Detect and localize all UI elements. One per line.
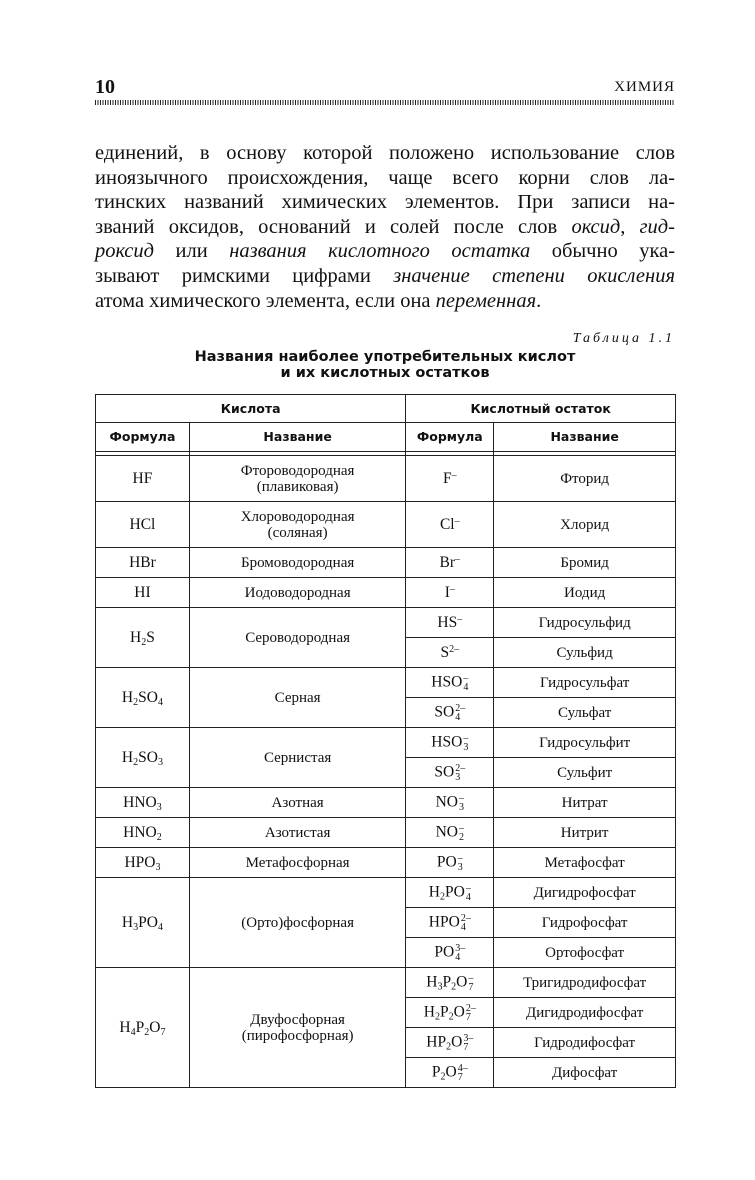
table-row bbox=[96, 548, 676, 578]
acid-name-cell bbox=[189, 578, 405, 608]
body-line: званий оксидов, оснований и солей после слов оксид, гид- bbox=[95, 215, 675, 238]
acid-formula: $H_2S$ bbox=[130, 628, 155, 648]
residue-formula-cell bbox=[406, 638, 494, 668]
acid-name-cell bbox=[189, 968, 405, 1088]
ion-formula: $H_2PO$ – 4 bbox=[428, 882, 471, 903]
acid-name: Сероводородная bbox=[245, 629, 351, 646]
acid-formula-cell bbox=[96, 728, 190, 788]
body-line: тинских названий химических элементов. При записи на- bbox=[95, 191, 675, 214]
acid-formula-cell bbox=[96, 456, 190, 502]
table-row bbox=[96, 818, 676, 848]
acid-name-cell bbox=[189, 456, 405, 502]
acid-formula: $H_2SO_3$ bbox=[121, 748, 163, 768]
residue-name-cell: Гидросульфит bbox=[494, 728, 676, 758]
residue-name-cell: Гидросульфат bbox=[494, 668, 676, 698]
residue-name-cell: Фторид bbox=[494, 456, 676, 502]
table-row bbox=[96, 456, 676, 502]
acid-formula: $H_2SO_4$ bbox=[121, 688, 163, 708]
residue-formula-cell bbox=[406, 938, 494, 968]
acid-formula: HI bbox=[134, 583, 151, 601]
table-row bbox=[96, 878, 676, 908]
acid-name: Азотная bbox=[271, 794, 324, 811]
acid-formula-cell bbox=[96, 608, 190, 668]
acid-name: (Орто)фосфорная bbox=[241, 914, 354, 931]
residue-formula-cell bbox=[406, 968, 494, 998]
ion-formula: $S^{2-}$ bbox=[440, 643, 460, 661]
body-paragraph bbox=[95, 141, 675, 313]
acid-formula: HF bbox=[132, 469, 153, 487]
residue-name-cell: Тригидродифосфат bbox=[494, 968, 676, 998]
residue-formula-cell bbox=[406, 1028, 494, 1058]
body-line: единений, в основу которой положено использование слов bbox=[95, 142, 675, 164]
table-row bbox=[96, 968, 676, 998]
acid-formula: $HNO_3$ bbox=[123, 793, 162, 813]
ion-formula: I– bbox=[444, 583, 455, 601]
emphasis-term: роксид bbox=[95, 240, 155, 263]
table-row bbox=[96, 578, 676, 608]
body-line: атома химического элемента, если она переменная. bbox=[95, 289, 542, 312]
acid-name: Иодоводородная bbox=[244, 584, 351, 601]
acid-formula-cell bbox=[96, 502, 190, 548]
residue-formula-cell bbox=[406, 502, 494, 548]
residue-formula-cell bbox=[406, 998, 494, 1028]
residue-formula-cell bbox=[406, 668, 494, 698]
ion-formula: $H_3P_2O$ – 7 bbox=[426, 972, 474, 993]
acid-formula: HCl bbox=[129, 515, 156, 533]
ion-formula: HS– bbox=[437, 613, 463, 631]
residue-name-cell: Ортофосфат bbox=[494, 938, 676, 968]
ion-formula: HPO 2– 4 bbox=[428, 912, 471, 933]
residue-formula-cell bbox=[406, 848, 494, 878]
acid-name-cell bbox=[189, 848, 405, 878]
ion-formula: Br– bbox=[439, 553, 461, 571]
residue-name-cell: Дифосфат bbox=[494, 1058, 676, 1088]
body-line: иноязычного происхождения, чаще всего корни слов ла- bbox=[95, 166, 675, 189]
column-header-acid-name: Название bbox=[189, 423, 405, 452]
residue-name-cell: Хлорид bbox=[494, 502, 676, 548]
header-rule bbox=[95, 100, 675, 105]
residue-formula-cell bbox=[406, 608, 494, 638]
column-header-acid-formula: Формула bbox=[96, 423, 190, 452]
residue-formula-cell bbox=[406, 908, 494, 938]
acid-name-cell bbox=[189, 728, 405, 788]
residue-name-cell: Нитрит bbox=[494, 818, 676, 848]
column-header-residue-name: Название bbox=[494, 423, 676, 452]
acid-name: Хлороводородная bbox=[240, 508, 355, 525]
residue-formula-cell bbox=[406, 698, 494, 728]
ion-formula: F– bbox=[442, 469, 457, 487]
acid-formula-cell bbox=[96, 668, 190, 728]
residue-formula-cell bbox=[406, 578, 494, 608]
residue-name-cell: Нитрат bbox=[494, 788, 676, 818]
acid-name-alt: (плавиковая) bbox=[256, 478, 339, 495]
emphasis-term: названия кислотного остатка bbox=[229, 240, 531, 263]
table-row bbox=[96, 788, 676, 818]
group-header-residue: Кислотный остаток bbox=[406, 395, 676, 423]
acid-formula-cell bbox=[96, 848, 190, 878]
ion-formula: PO – 3 bbox=[436, 852, 463, 873]
residue-name-cell: Бромид bbox=[494, 548, 676, 578]
residue-formula-cell bbox=[406, 758, 494, 788]
table-row bbox=[96, 848, 676, 878]
ion-formula: HSO – 3 bbox=[431, 732, 469, 753]
residue-formula-cell bbox=[406, 878, 494, 908]
page-number: 10 bbox=[95, 76, 115, 98]
ion-formula: Cl– bbox=[439, 515, 460, 533]
ion-formula: NO – 2 bbox=[435, 822, 464, 843]
emphasis-term: оксид bbox=[571, 215, 621, 238]
acid-formula: HBr bbox=[129, 553, 156, 571]
residue-name-cell: Сульфид bbox=[494, 638, 676, 668]
table-title bbox=[95, 349, 675, 381]
acid-formula: $HPO_3$ bbox=[124, 853, 161, 873]
acid-formula-cell bbox=[96, 788, 190, 818]
acid-name: Метафосфорная bbox=[245, 854, 350, 871]
table-title-line-1: Названия наиболее употребительных кислот bbox=[194, 349, 576, 365]
acid-name: Фтороводородная bbox=[240, 462, 355, 479]
acid-formula: $HNO_2$ bbox=[123, 823, 162, 843]
body-line: зывают римскими цифрами значение степени окисления bbox=[95, 264, 675, 287]
acid-name: Двуфосфорная bbox=[250, 1011, 345, 1028]
table-row bbox=[96, 608, 676, 638]
residue-name-cell: Иодид bbox=[494, 578, 676, 608]
acid-name-cell bbox=[189, 668, 405, 728]
table-row bbox=[96, 502, 676, 548]
residue-formula-cell bbox=[406, 818, 494, 848]
ion-formula: PO 3– 4 bbox=[434, 942, 466, 963]
acid-name: Азотистая bbox=[264, 824, 331, 841]
residue-formula-cell bbox=[406, 728, 494, 758]
residue-formula-cell bbox=[406, 456, 494, 502]
acid-formula: $H_4P_2O_7$ bbox=[119, 1018, 166, 1038]
running-title: ХИМИЯ bbox=[614, 79, 675, 95]
residue-formula-cell bbox=[406, 788, 494, 818]
ion-formula: NO – 3 bbox=[435, 792, 464, 813]
acid-name-cell bbox=[189, 548, 405, 578]
body-line: роксид или названия кислотного остатка обычно ука- bbox=[95, 240, 676, 263]
ion-formula: $P_2O$ 4– 7 bbox=[431, 1062, 468, 1083]
residue-name-cell: Гидродифосфат bbox=[494, 1028, 676, 1058]
residue-formula-cell bbox=[406, 1058, 494, 1088]
residue-name-cell: Дигидродифосфат bbox=[494, 998, 676, 1028]
acid-name: Сернистая bbox=[263, 749, 332, 766]
acid-formula-cell bbox=[96, 968, 190, 1088]
column-header-residue-formula: Формула bbox=[406, 423, 494, 452]
acid-name: Серная bbox=[274, 689, 321, 706]
ion-formula: $HP_2O$ 3– 7 bbox=[426, 1032, 474, 1053]
table-row bbox=[96, 728, 676, 758]
residue-name-cell: Дигидрофосфат bbox=[494, 878, 676, 908]
residue-name-cell: Сульфит bbox=[494, 758, 676, 788]
table-label: Таблица 1.1 bbox=[572, 331, 675, 346]
emphasis-term: значение степени окисления bbox=[393, 264, 675, 287]
acid-name-cell bbox=[189, 818, 405, 848]
acid-name-alt: (пирофосфорная) bbox=[241, 1027, 354, 1044]
acid-name: Бромоводородная bbox=[240, 554, 355, 571]
residue-name-cell: Сульфат bbox=[494, 698, 676, 728]
table-row bbox=[96, 668, 676, 698]
acid-name-cell bbox=[189, 608, 405, 668]
acid-formula-cell bbox=[96, 548, 190, 578]
residue-formula-cell bbox=[406, 548, 494, 578]
ion-formula: $H_2P_2O$ 2– 7 bbox=[423, 1002, 476, 1023]
acid-formula-cell bbox=[96, 878, 190, 968]
acid-name-alt: (соляная) bbox=[267, 524, 328, 541]
acid-formula-cell bbox=[96, 818, 190, 848]
page-header bbox=[95, 76, 675, 100]
table-title-line-2: и их кислотных остатков bbox=[280, 365, 490, 381]
acid-name-cell bbox=[189, 878, 405, 968]
residue-name-cell: Метафосфат bbox=[494, 848, 676, 878]
acid-formula-cell bbox=[96, 578, 190, 608]
ion-formula: HSO – 4 bbox=[431, 672, 469, 693]
residue-name-cell: Гидросульфид bbox=[494, 608, 676, 638]
ion-formula: SO 2– 4 bbox=[434, 702, 466, 723]
group-header-acid: Кислота bbox=[96, 395, 406, 423]
emphasis-term: переменная bbox=[435, 289, 537, 312]
acid-name-cell bbox=[189, 788, 405, 818]
ion-formula: SO 2– 3 bbox=[434, 762, 466, 783]
acid-name-cell bbox=[189, 502, 405, 548]
residue-name-cell: Гидрофосфат bbox=[494, 908, 676, 938]
acid-table bbox=[95, 394, 676, 1088]
acid-table-body bbox=[96, 452, 676, 1088]
emphasis-term: гид- bbox=[639, 215, 675, 238]
acid-formula: $H_3PO_4$ bbox=[121, 913, 163, 933]
